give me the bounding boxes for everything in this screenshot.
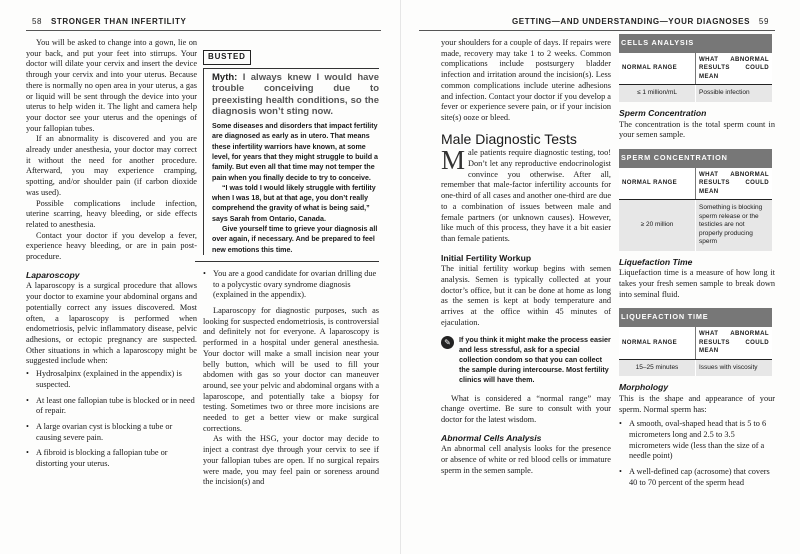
table-header-abnormal: WHAT ABNORMAL RESULTS COULD MEAN: [696, 53, 773, 85]
table-cell-range: ≥ 20 million: [619, 200, 696, 251]
left-column-1: [26, 38, 197, 475]
bullet-list: [26, 369, 197, 470]
section-heading-abnormal-cells: Abnormal Cells Analysis: [441, 432, 542, 443]
table-header-normal: NORMAL RANGE: [619, 168, 696, 200]
table-cell-range: ≤ 1 million/mL: [619, 85, 696, 102]
paragraph: Liquefaction time is a measure of how long it takes your fresh semen sample to break down into seminal fluid.: [619, 268, 775, 299]
paragraph: A laparoscopy is a surgical procedure that allows your doctor to examine your abdominal organs and potentially correct any issues discovered. Most often, a laparoscopy is performed when endometriosis, pelvic inflammatory disease, pelvic adhesions, or ectopic pregnancy are suspected. Other situations in which a laparoscopy might be suggested include when:: [26, 281, 197, 366]
right-page-number: 59: [758, 17, 769, 26]
paragraph: The concentration is the total sperm count in your semen sample.: [619, 119, 775, 140]
busted-paragraph: “I was told I would likely struggle with fertility when I was 18, but at that age, you don’t really comprehend the gravity of what is being said,” says Sarah from Ontario, Canada.: [212, 183, 376, 223]
liquefaction-time-table: [619, 308, 772, 376]
busted-paragraph: Some diseases and disorders that impact fertility are diagnosed as early as in utero. That means these infertility warriors have known, at some level, for years that they might struggle to build a family. But even all that time may not temper the pain when you finally decide to try to conceive.: [212, 122, 378, 182]
myth-statement: [212, 72, 379, 118]
section-heading-male-tests: Male Diagnostic Tests: [441, 130, 577, 147]
right-column-1: [441, 38, 611, 477]
left-column-2: [203, 50, 379, 488]
bullet-list: [203, 269, 379, 301]
paragraph: your shoulders for a couple of days. If repairs were made, recovery may take 1 to 2 weeks. Common complications include postsurgery bladder infection and irritation around the incision(s). Less common complications include uterine adhesions and infection. Contact your doctor if you develop a fever or experience severe pain, or if your incision site(s) ooze or bleed.: [441, 38, 611, 122]
busted-label: BUSTED: [203, 50, 251, 65]
paragraph: You will be asked to change into a gown, lie on your back, and put your feet into stirrups. Your doctor will dilate your cervix and insert the device through your cervix and into your uterus. Because there is normally no open area in your uterus, a gas or liquid will be sent through the device into your uterus to help widen it. The light and camera help your doctor see your uterus and the openings of your fallopian tubes.: [26, 38, 197, 133]
paragraph: If an abnormality is discovered and you are already under anesthesia, your doctor may correct it without the need for another procedure. Afterward, you may experience cramping, spotting, and/or shoulder pain (if carbon dioxide was used).: [26, 134, 197, 197]
left-running-title: STRONGER THAN INFERTILITY: [50, 17, 187, 26]
right-running-title: GETTING—AND UNDERSTANDING—YOUR DIAGNOSES: [511, 17, 751, 26]
sperm-concentration-table: [619, 149, 772, 251]
table-title: CELLS ANALYSIS: [619, 34, 772, 53]
drop-cap: M: [441, 145, 466, 176]
table-header-abnormal: WHAT ABNORMAL RESULTS COULD MEAN: [696, 168, 773, 200]
left-header-rule: [26, 30, 381, 31]
list-item: • At least one fallopian tube is blocked or in need of repair.: [26, 396, 197, 417]
left-running-head: [26, 17, 186, 26]
list-item: • A large ovarian cyst is blocking a tube or causing severe pain.: [26, 422, 197, 443]
table-title: LIQUEFACTION TIME: [619, 308, 772, 327]
list-item: • You are a good candidate for ovarian drilling due to a polycystic ovary syndrome diagnosis (explained in the appendix).: [203, 269, 379, 301]
left-page-number: 58: [32, 17, 43, 26]
table-header-abnormal: WHAT ABNORMAL RESULTS COULD MEAN: [696, 327, 773, 359]
table-row: [619, 359, 772, 376]
table-header-normal: NORMAL RANGE: [619, 327, 696, 359]
cells-analysis-table: [619, 34, 772, 102]
subheading-initial-workup: Initial Fertility Workup: [441, 252, 532, 263]
section-heading-liquefaction-time: Liquefaction Time: [619, 256, 693, 267]
right-page: [400, 0, 800, 554]
busted-sidebar: [203, 68, 379, 255]
right-header-rule: [419, 30, 775, 31]
table-header-normal: NORMAL RANGE: [619, 53, 696, 85]
pencil-icon: ✎: [441, 336, 454, 349]
busted-paragraph: Give yourself time to grieve your diagnosis all over again, if necessary. And be prepared to feel new emotions this time.: [212, 225, 378, 254]
list-item: • Hydrosalpinx (explained in the appendix) is suspected.: [26, 369, 197, 390]
paragraph: As with the HSG, your doctor may decide to inject a contrast dye through your cervix to see if your fallopian tubes are open. If no surgical repairs were made, you may feel pain or soreness around the incision(s) and: [203, 434, 379, 487]
table-row: [619, 85, 772, 102]
paragraph: An abnormal cell analysis looks for the presence or absence of white or red blood cells or immature sperm in the semen sample.: [441, 444, 611, 475]
busted-bottom-rule: [195, 261, 379, 262]
table-row: [619, 200, 772, 251]
section-heading-laparoscopy: Laparoscopy: [26, 269, 80, 280]
tip-text: If you think it might make the process easier and less stressful, ask for a special collection condom so that you can collect the sample during intercourse. Most fertility clinics will have them.: [459, 334, 611, 385]
paragraph: Possible complications include infection, uterine scarring, heavy bleeding, or side effects related to anesthesia.: [26, 198, 197, 229]
paragraph-text: ale patients require diagnostic testing, too! Don’t let any reproductive endocrinologist convince you otherwise. After all, remember that male-factor infertility accounts for one-third of all cases and another one-third are due to a combination of issues between male and female partners (or unknown causes). However, like much of this process, they have it a bit easier than female patients.: [441, 148, 611, 243]
tip-callout: [441, 335, 611, 386]
right-column-2: [619, 34, 775, 494]
table-title: SPERM CONCENTRATION: [619, 149, 772, 168]
table-cell-meaning: Possible infection: [696, 85, 773, 102]
busted-body: [212, 121, 379, 255]
myth-text: I always knew I would have trouble conceiving due to preexisting health conditions, so the diagnosis won’t sting now.: [212, 71, 379, 118]
paragraph: [441, 145, 611, 244]
section-heading-sperm-concentration: Sperm Concentration: [619, 107, 707, 118]
paragraph: What is considered a “normal range” may change overtime. Be sure to consult with your doctor for the latest wisdom.: [441, 393, 611, 424]
list-item: • A well-defined cap (acrosome) that covers 40 to 70 percent of the sperm head: [619, 467, 775, 488]
myth-label: Myth:: [212, 71, 238, 83]
section-heading-morphology: Morphology: [619, 382, 669, 393]
table-cell-range: 15–25 minutes: [619, 359, 696, 376]
right-running-head: [512, 17, 775, 26]
paragraph: This is the shape and appearance of your sperm. Normal sperm has:: [619, 393, 775, 414]
table-cell-meaning: Issues with viscosity: [696, 359, 773, 376]
bullet-list: [619, 419, 775, 488]
paragraph: The initial fertility workup begins with semen analysis. Semen is typically collected at your doctor’s office, but it can be done at home as long as the semen is kept at body temperature and arrives at the office within 45 minutes of ejaculation.: [441, 264, 611, 327]
table-cell-meaning: Something is blocking sperm release or the testicles are not properly producing sperm: [696, 200, 773, 251]
paragraph: Contact your doctor if you develop a fever, experience heavy bleeding, or are in pain post-procedure.: [26, 230, 197, 262]
list-item: • A fibroid is blocking a fallopian tube or distorting your uterus.: [26, 448, 197, 469]
list-item: • A smooth, oval-shaped head that is 5 to 6 micrometers long and 2.5 to 3.5 micrometers wide (less than the size of a needle point): [619, 419, 775, 462]
paragraph: Laparoscopy for diagnostic purposes, such as looking for suspected endometriosis, is controversial and definitely not for everyone. A laparoscopy is performed in a hospital under general anesthesia. Your doctor will make a small incision near your belly button, which will be used to fill your abdomen with gas so your doctor can maneuver around, see your pelvic and abdominal organs with a laparoscope, and potentially take a biopsy for testing. Sometimes two or three more incisions are needed to get a better view or make surgical corrections.: [203, 306, 379, 433]
